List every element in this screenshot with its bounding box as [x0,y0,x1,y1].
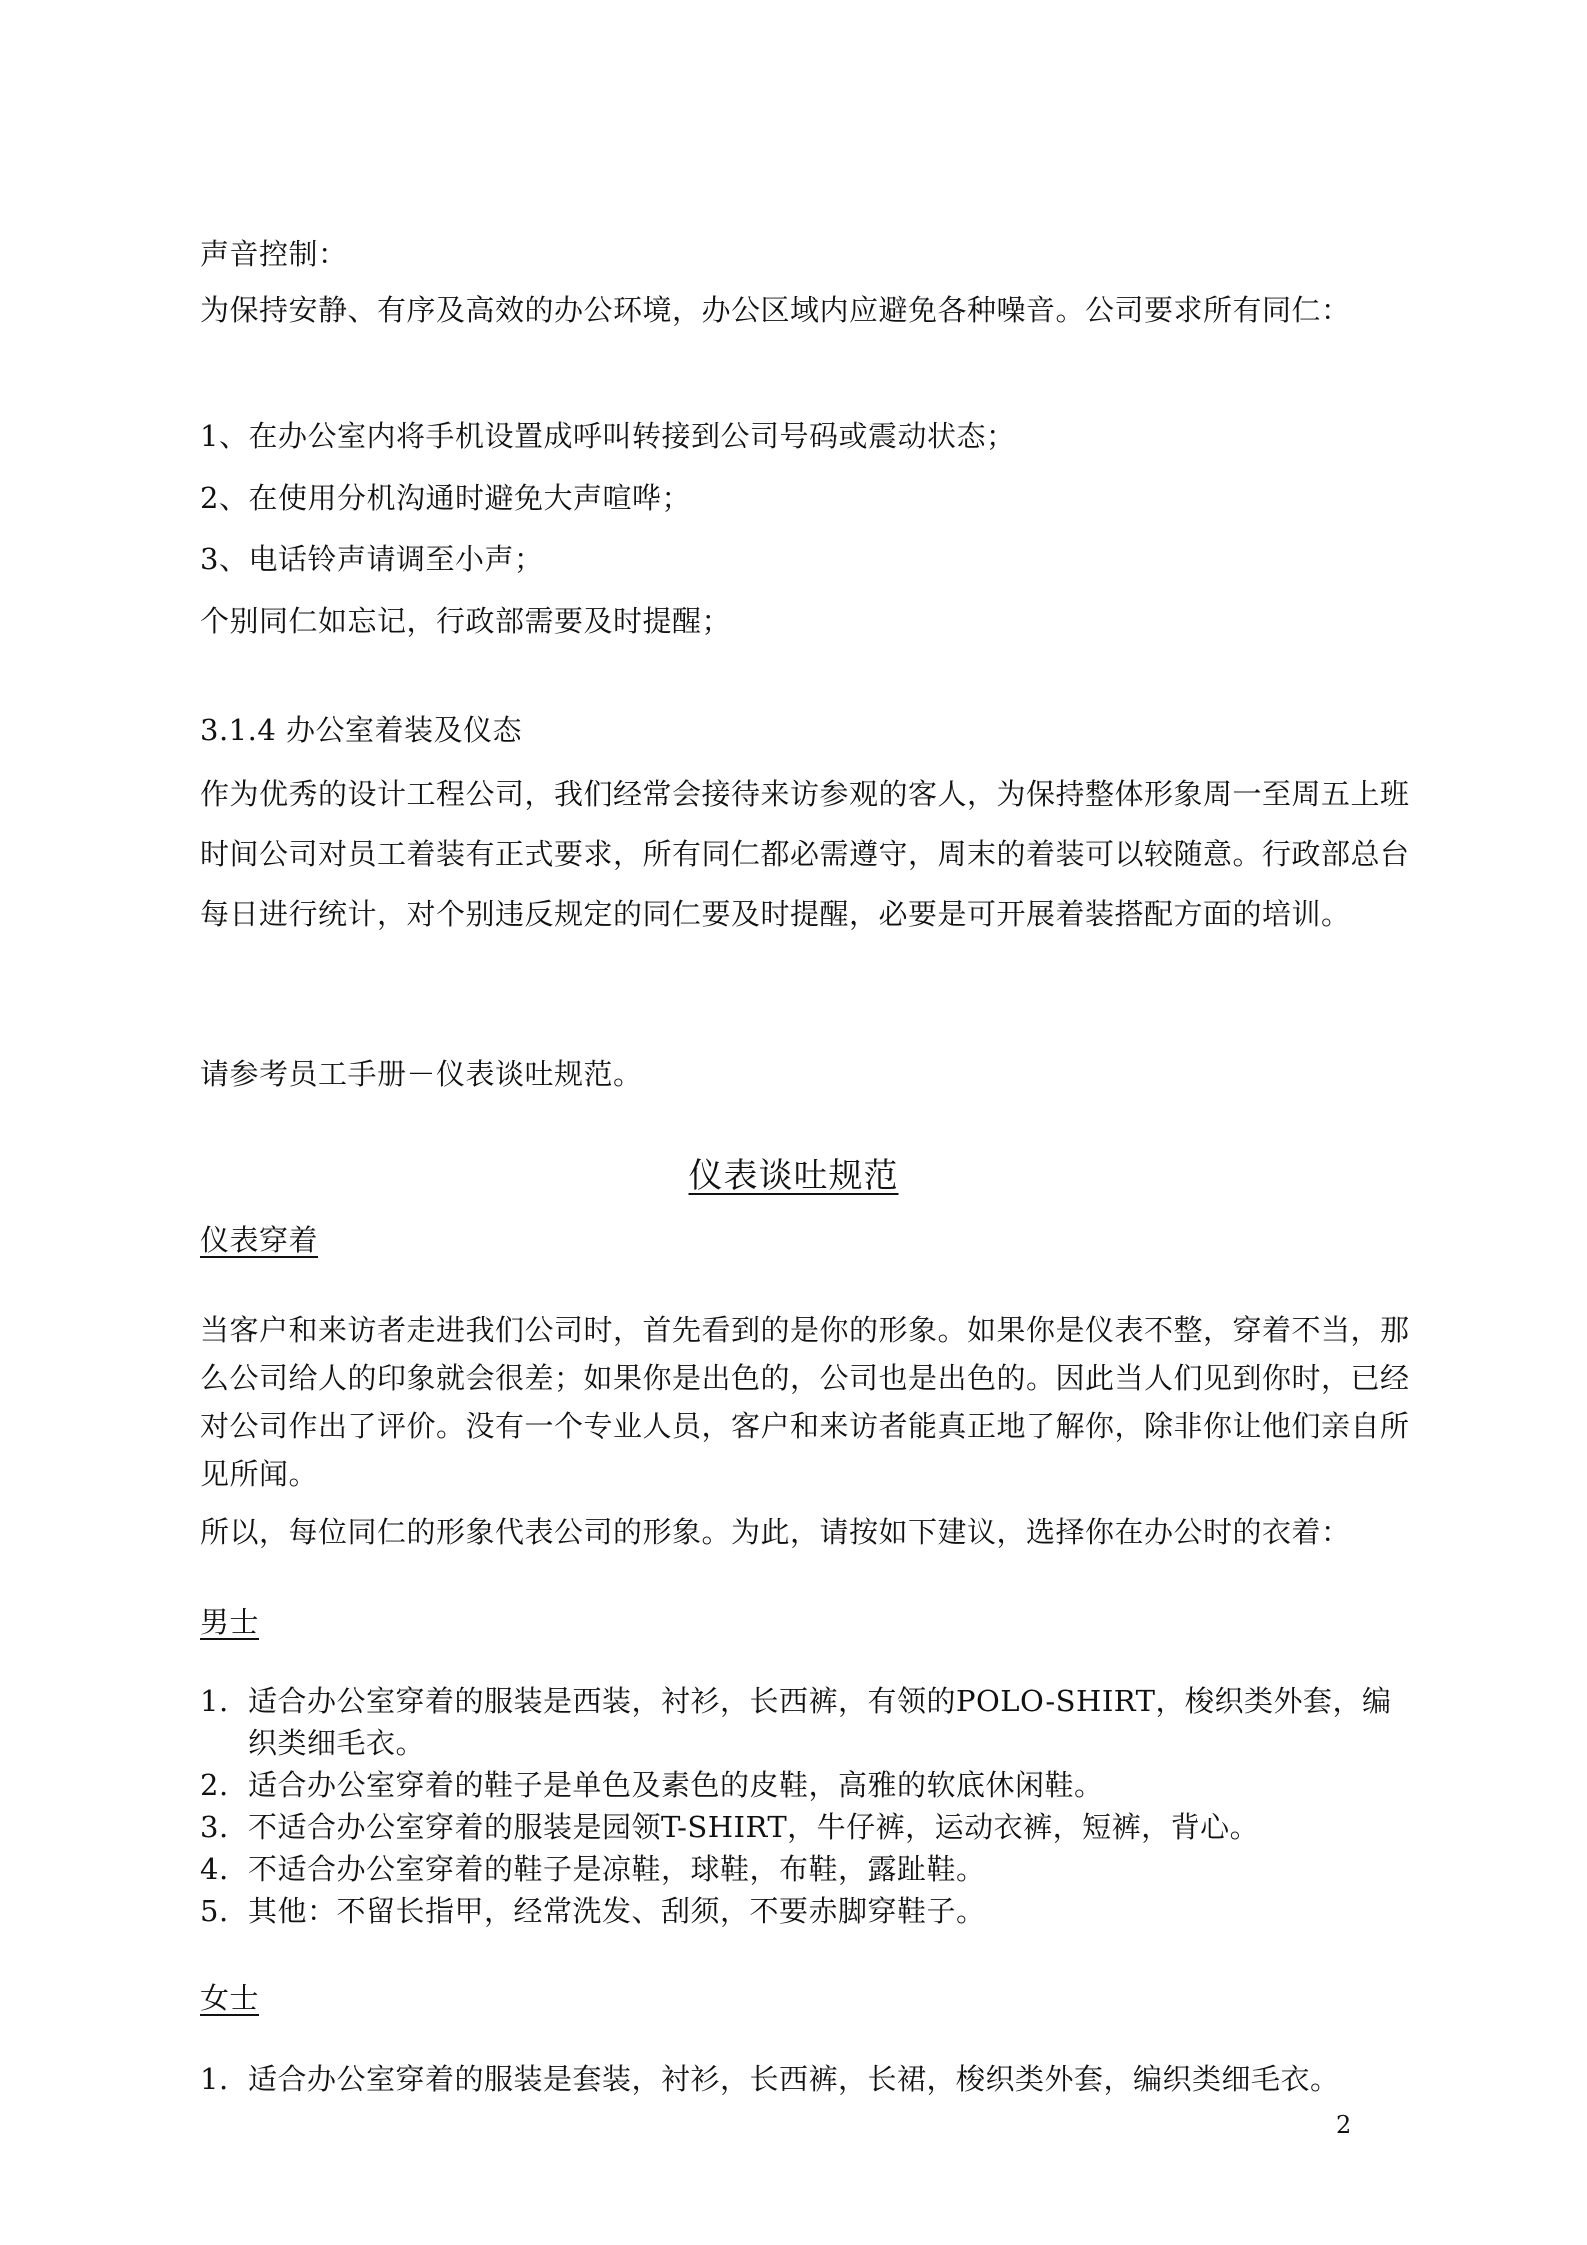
men-list [200,1680,1420,1932]
list-text: 不适合办公室穿着的鞋子是凉鞋，球鞋，布鞋，露趾鞋。 [248,1852,986,1886]
list-item [200,2058,1420,2100]
appearance-paragraph-2: 所以，每位同仁的形象代表公司的形象。为此，请按如下建议，选择你在办公时的衣着： [200,1515,1351,1549]
dress-section-body: 作为优秀的设计工程公司，我们经常会接待来访参观的客人，为保持整体形象周一至周五上班时间公司对员工着装有正式要求，所有同仁都必需遵守，周末的着装可以较随意。行政部总台每日进行统计，对个别违反规定的同仁要及时提醒，必要是可开展着装搭配方面的培训。 [200,777,1410,931]
women-list [200,2058,1420,2100]
list-number: 4. [200,1852,229,1886]
voice-heading: 声音控制： [200,237,348,271]
appearance-title: 仪表谈吐规范 [688,1156,899,1196]
list-text: 不适合办公室穿着的服装是园领T-SHIRT，牛仔裤，运动衣裤，短裤，背心。 [248,1810,1260,1844]
appearance-paragraph-1: 当客户和来访者走进我们公司时，首先看到的是你的形象。如果你是仪表不整，穿着不当，那么公司给人的印象就会很差；如果你是出色的，公司也是出色的。因此当人们见到你时，已经对公司作出了评价。没有一个专业人员，客户和来访者能真正地了解你，除非你让他们亲自所见所闻。 [200,1313,1410,1491]
appearance-subheading: 仪表穿着 [200,1223,319,1257]
list-number: 3. [200,1810,229,1844]
dress-section-heading: 3.1.4 办公室着装及仪态 [200,713,523,747]
women-heading: 女士 [200,1981,260,2015]
men-heading: 男士 [200,1605,260,1639]
list-text: 适合办公室穿着的服装是套装，衬衫，长西裤，长裙，梭织类外套，编织类细毛衣。 [248,2062,1340,2096]
list-text: 适合办公室穿着的鞋子是单色及素色的皮鞋，高雅的软底休闲鞋。 [248,1768,1104,1802]
voice-closing: 个别同仁如忘记，行政部需要及时提醒； [200,604,732,638]
list-number: 5. [200,1894,229,1928]
list-item [200,1806,1420,1848]
list-item [200,1764,1420,1806]
voice-intro: 为保持安静、有序及高效的办公环境，办公区域内应避免各种噪音。公司要求所有同仁： [200,293,1351,327]
list-item [200,1848,1420,1890]
list-number: 1. [200,1684,229,1718]
list-text: 其他：不留长指甲，经常洗发、刮须，不要赤脚穿鞋子。 [248,1894,986,1928]
dress-reference: 请参考员工手册－仪表谈吐规范。 [200,1057,643,1091]
voice-item-2: 2、在使用分机沟通时避免大声喧哗； [200,481,691,515]
list-number: 2. [200,1768,229,1802]
list-number: 1. [200,2062,229,2096]
list-item [200,1680,1420,1764]
voice-item-3: 3、电话铃声请调至小声； [200,542,544,576]
page-number: 2 [1336,2111,1352,2139]
list-item [200,1890,1420,1932]
list-text: 适合办公室穿着的服装是西装，衬衫，长西裤，有领的POLO-SHIRT，梭织类外套，编织类细毛衣。 [248,1684,1392,1760]
voice-item-1: 1、在办公室内将手机设置成呼叫转接到公司号码或震动状态； [200,419,1016,453]
